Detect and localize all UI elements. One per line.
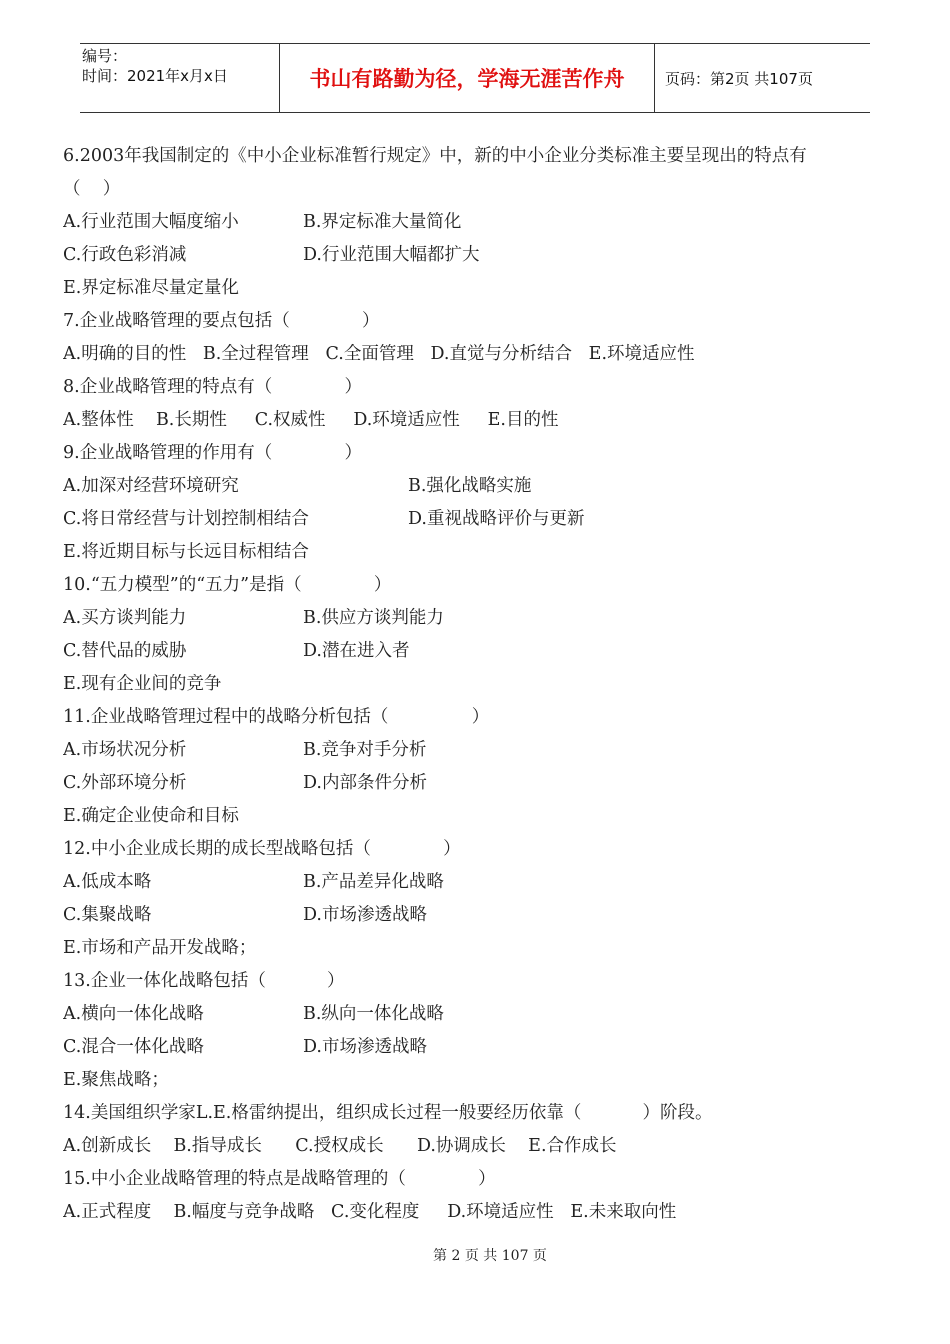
option-cell: B.竞争对手分析 (303, 740, 427, 760)
option-cell: A.低成本略 (63, 872, 152, 892)
option-cell: A.横向一体化战略 (63, 1004, 204, 1024)
line-text: 7.企业战略管理的要点包括（ ） (63, 311, 380, 331)
question-list (63, 140, 883, 1229)
line-text: 15.中小企业战略管理的特点是战略管理的（ ） (63, 1169, 496, 1189)
line-text: E.将近期目标与长远目标相结合 (63, 542, 309, 562)
line-text: E.界定标准尽量定量化 (63, 278, 239, 298)
document-header (80, 43, 870, 113)
header-number-label: 编号： (82, 47, 128, 65)
line-text: A.整体性 B.长期性 C.权威性 D.环境适应性 E.目的性 (63, 410, 559, 430)
line-text: 10.“五力模型”的“五力”是指（ ） (63, 575, 392, 595)
text-line (63, 272, 883, 305)
option-cell: D.行业范围大幅都扩大 (303, 245, 480, 265)
text-line (63, 1130, 883, 1163)
text-line (63, 338, 883, 371)
text-line (63, 668, 883, 701)
text-line (63, 437, 883, 470)
line-text: 9.企业战略管理的作用有（ ） (63, 443, 363, 463)
option-cell: A.买方谈判能力 (63, 608, 187, 628)
option-cell: D.潜在进入者 (303, 641, 410, 661)
text-line (63, 371, 883, 404)
option-cell: B.供应方谈判能力 (303, 608, 444, 628)
line-text: E.确定企业使命和目标 (63, 806, 239, 826)
text-line (63, 1031, 883, 1064)
header-meta (80, 44, 280, 112)
text-line (63, 734, 883, 767)
header-page-info: 页码：第2页 共107页 (665, 69, 813, 88)
text-line (63, 569, 883, 602)
text-line (63, 932, 883, 965)
line-text: 6.2003年我国制定的《中小企业标准暂行规定》中，新的中小企业分类标准主要呈现出的特点有 (63, 146, 807, 166)
option-cell: C.将日常经营与计划控制相结合 (63, 509, 309, 529)
option-cell: C.集聚战略 (63, 905, 152, 925)
text-line (63, 305, 883, 338)
text-line (63, 833, 883, 866)
option-cell: A.市场状况分析 (63, 740, 187, 760)
line-text: （ ） (63, 179, 121, 199)
option-cell: B.界定标准大量简化 (303, 212, 462, 232)
text-line (63, 239, 883, 272)
text-line (63, 800, 883, 833)
option-cell: D.内部条件分析 (303, 773, 427, 793)
line-text: 14.美国组织学家L.E.格雷纳提出，组织成长过程一般要经历依靠（ ）阶段。 (63, 1103, 713, 1123)
option-cell: C.外部环境分析 (63, 773, 187, 793)
line-text: E.市场和产品开发战略； (63, 938, 257, 958)
text-line (63, 602, 883, 635)
text-line (63, 503, 883, 536)
option-cell: B.强化战略实施 (408, 476, 532, 496)
line-text: 12.中小企业成长期的成长型战略包括（ ） (63, 839, 461, 859)
text-line (63, 1163, 883, 1196)
option-cell: C.行政色彩消减 (63, 245, 187, 265)
option-cell: B.产品差异化战略 (303, 872, 444, 892)
header-time-label: 时间：2021年x月x日 (82, 67, 228, 85)
text-line (63, 206, 883, 239)
text-line (63, 140, 883, 173)
text-line (63, 1196, 883, 1229)
text-line (63, 899, 883, 932)
option-cell: C.替代品的威胁 (63, 641, 187, 661)
line-text: 8.企业战略管理的特点有（ ） (63, 377, 363, 397)
option-cell: D.市场渗透战略 (303, 905, 427, 925)
header-motto: 书山有路勤为径，学海无涯苦作舟 (280, 44, 655, 112)
text-line (63, 965, 883, 998)
option-cell: B.纵向一体化战略 (303, 1004, 444, 1024)
option-cell: C.混合一体化战略 (63, 1037, 204, 1057)
text-line (63, 470, 883, 503)
option-cell: D.市场渗透战略 (303, 1037, 427, 1057)
line-text: 13.企业一体化战略包括（ ） (63, 971, 345, 991)
page-footer: 第 2 页 共 107 页 (433, 1248, 547, 1264)
option-cell: A.行业范围大幅度缩小 (63, 212, 239, 232)
text-line (63, 536, 883, 569)
text-line (63, 866, 883, 899)
line-text: E.现有企业间的竞争 (63, 674, 222, 694)
option-cell: A.加深对经营环境研究 (63, 476, 239, 496)
line-text: A.正式程度 B.幅度与竞争战略 C.变化程度 D.环境适应性 E.未来取向性 (63, 1202, 677, 1222)
line-text: E.聚焦战略； (63, 1070, 169, 1090)
text-line (63, 998, 883, 1031)
option-cell: D.重视战略评价与更新 (408, 509, 585, 529)
line-text: 11.企业战略管理过程中的战略分析包括（ ） (63, 707, 490, 727)
text-line (63, 1097, 883, 1130)
line-text: A.明确的目的性 B.全过程管理 C.全面管理 D.直觉与分析结合 E.环境适应性 (63, 344, 695, 364)
text-line (63, 404, 883, 437)
text-line (63, 635, 883, 668)
text-line (63, 767, 883, 800)
text-line (63, 1064, 883, 1097)
line-text: A.创新成长 B.指导成长 C.授权成长 D.协调成长 E.合作成长 (63, 1136, 617, 1156)
text-line (63, 701, 883, 734)
text-line (63, 173, 883, 206)
